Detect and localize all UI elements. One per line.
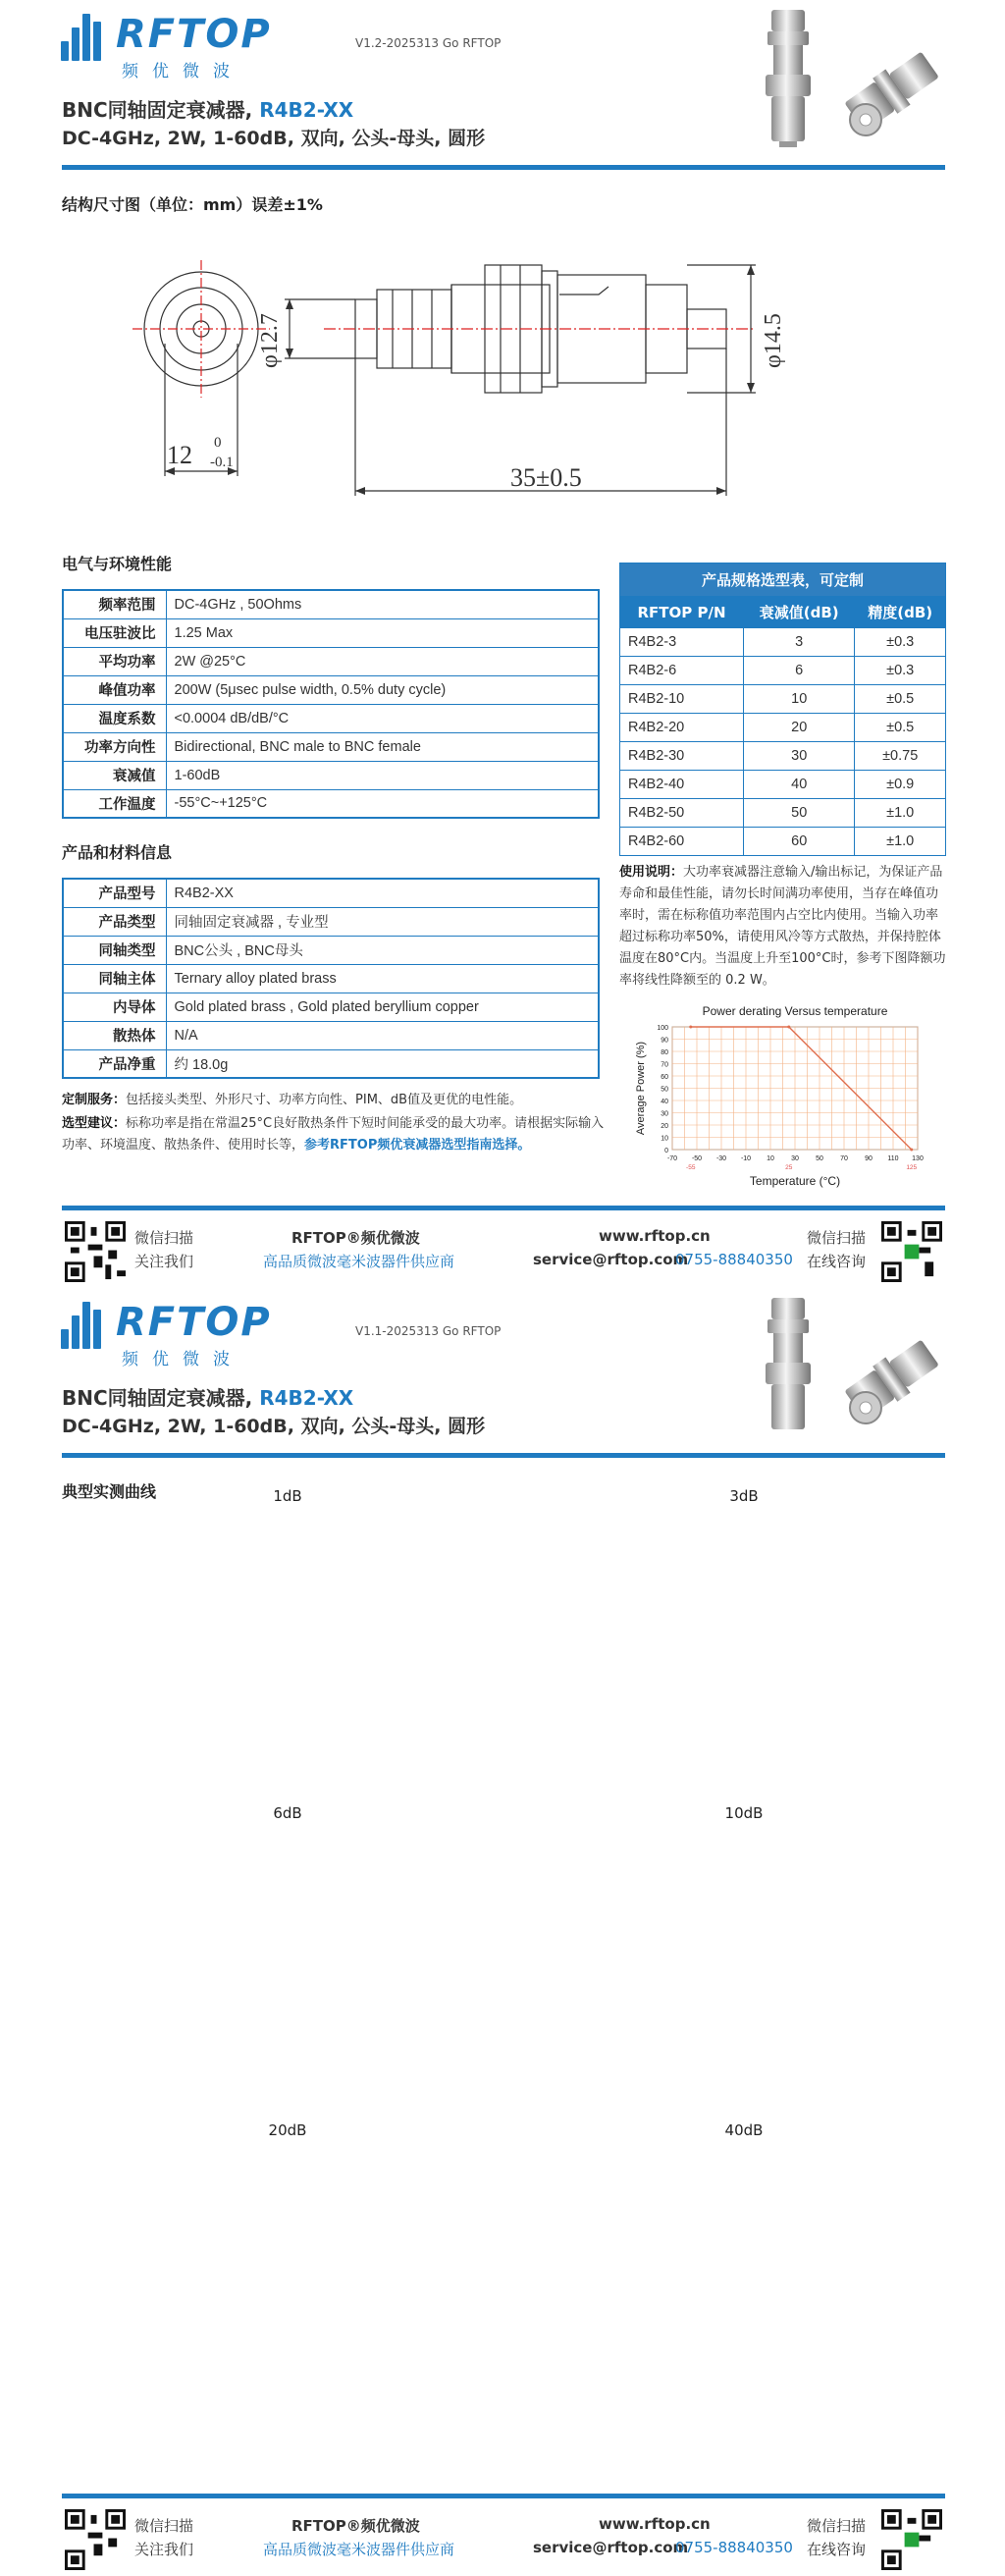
red-tick-label: 125: [906, 1164, 918, 1171]
y-axis-label: Average Power (%): [635, 1041, 647, 1136]
selection-advice-note: 选型建议：标称功率是指在常温25°C良好散热条件下短时间能承受的最大功率。请根据实际输入功率、环境温度、散热条件、使用时长等，参考RFTOP频优衰减器选型指南选择。: [62, 1116, 605, 1153]
y-tick-label: 90: [661, 1037, 668, 1045]
footer-slogan: 高品质微波毫米波器件供应商: [263, 1253, 455, 1270]
spec-value: 约 18.0g: [166, 1049, 599, 1078]
spec-value: 同轴固定衰减器 , 专业型: [166, 907, 599, 936]
part-number-cell: R4B2-30: [620, 742, 744, 771]
spec-row: [63, 761, 599, 789]
spec-key: 平均功率: [63, 647, 166, 675]
email-link[interactable]: service@rftop.com: [533, 2539, 689, 2556]
selection-row: [620, 742, 946, 771]
spec-key: 工作温度: [63, 789, 166, 818]
dim-length: 35±0.5: [510, 463, 582, 492]
y-tick-label: 60: [661, 1074, 668, 1081]
spec-value: 2W @25°C: [166, 647, 599, 675]
product-subtitle: DC-4GHz, 2W, 1-60dB, 双向, 公头-母头, 圆形: [62, 128, 486, 149]
spec-key: 内导体: [63, 993, 166, 1021]
spec-value: <0.0004 dB/dB/°C: [166, 704, 599, 732]
website-link[interactable]: www.rftop.cn: [599, 1227, 711, 1245]
wechat-scan-label-right: 微信扫描: [807, 1229, 867, 1247]
qr-code-icon[interactable]: [881, 2509, 942, 2570]
curves-section-title: 典型实测曲线: [62, 1482, 157, 1501]
accuracy-cell: ±0.3: [855, 628, 946, 657]
website-link[interactable]: www.rftop.cn: [599, 2515, 711, 2533]
accuracy-cell: ±0.5: [855, 685, 946, 714]
spec-key: 温度系数: [63, 704, 166, 732]
wechat-scan-label: 微信扫描: [134, 2517, 194, 2535]
curve-title: 3dB: [729, 1487, 759, 1505]
x-tick-label: -30: [715, 1155, 727, 1162]
spec-row: [63, 647, 599, 675]
spec-value: Bidirectional, BNC male to BNC female: [166, 732, 599, 761]
y-tick-label: 100: [657, 1025, 668, 1032]
accuracy-cell: ±1.0: [855, 799, 946, 828]
x-tick-label: -50: [691, 1155, 703, 1162]
spec-row: [63, 732, 599, 761]
selection-caption: 产品规格选型表，可定制: [620, 564, 946, 597]
brand-name-cn: 频优微波: [122, 62, 243, 81]
spec-row: [63, 675, 599, 704]
spec-row: [63, 879, 599, 907]
x-tick-label: -10: [740, 1155, 752, 1162]
y-tick-label: 0: [664, 1148, 668, 1154]
col-header: 衰减值(dB): [744, 597, 855, 628]
dim-hex: 12: [167, 441, 192, 469]
spec-value: -55°C~+125°C: [166, 789, 599, 818]
footer-brand: RFTOP®频优微波: [291, 1229, 420, 1247]
selection-row: [620, 628, 946, 657]
rftop-logo[interactable]: [61, 1298, 272, 1369]
online-consult-label: 在线咨询: [807, 2541, 867, 2558]
dimension-drawing: [128, 245, 883, 520]
x-tick-label: -70: [666, 1155, 678, 1162]
part-number-cell: R4B2-20: [620, 714, 744, 742]
red-tick-label: 25: [785, 1164, 793, 1171]
spec-key: 电压驻波比: [63, 618, 166, 647]
wechat-scan-label: 微信扫描: [134, 1229, 194, 1247]
footer-brand: RFTOP®频优微波: [291, 2517, 420, 2535]
version-label: V1.2-2025313 Go RFTOP: [355, 36, 502, 50]
footer-slogan: 高品质微波毫米波器件供应商: [263, 2541, 455, 2558]
part-number-cell: R4B2-10: [620, 685, 744, 714]
x-tick-label: 70: [840, 1155, 848, 1162]
x-tick-label: 110: [887, 1155, 899, 1162]
col-header: 精度(dB): [855, 597, 946, 628]
header-divider: [62, 165, 945, 170]
selection-row: [620, 799, 946, 828]
brand-name: RFTOP: [116, 12, 272, 57]
x-tick-label: 90: [865, 1155, 873, 1162]
red-tick-label: -55: [686, 1164, 696, 1171]
data-point: [689, 1026, 692, 1029]
part-number-cell: R4B2-50: [620, 799, 744, 828]
dim-d1: φ12.7: [257, 313, 283, 368]
page-2: [0, 1288, 1005, 2576]
footer: [0, 2494, 1005, 2572]
materials-table: [62, 878, 600, 1079]
part-number-cell: R4B2-3: [620, 628, 744, 657]
col-header: RFTOP P/N: [620, 597, 744, 628]
product-title: BNC同轴固定衰减器, R4B2-XX: [62, 1386, 354, 1410]
accuracy-cell: ±1.0: [855, 828, 946, 856]
y-tick-label: 10: [661, 1135, 668, 1143]
product-title: BNC同轴固定衰减器, R4B2-XX: [62, 98, 354, 122]
spec-key: 同轴主体: [63, 964, 166, 993]
spec-row: [63, 936, 599, 964]
attenuation-cell: 40: [744, 771, 855, 799]
y-tick-label: 70: [661, 1061, 668, 1069]
header: [0, 0, 1005, 172]
selection-row: [620, 714, 946, 742]
curve-title: 6dB: [273, 1804, 302, 1822]
spec-value: 1.25 Max: [166, 618, 599, 647]
spec-value: DC-4GHz , 50Ohms: [166, 590, 599, 618]
y-tick-label: 20: [661, 1123, 668, 1130]
accuracy-cell: ±0.5: [855, 714, 946, 742]
logo-mark-icon: [61, 1298, 116, 1349]
attenuation-cell: 3: [744, 628, 855, 657]
curve-title: 10dB: [724, 1804, 764, 1822]
spec-key: 衰减值: [63, 761, 166, 789]
materials-section-title: 产品和材料信息: [62, 843, 173, 862]
qr-code-icon[interactable]: [65, 2509, 126, 2570]
electrical-table: [62, 589, 600, 819]
selection-row: [620, 685, 946, 714]
data-point: [787, 1026, 790, 1029]
part-number-cell: R4B2-60: [620, 828, 744, 856]
logo-mark-icon: [61, 10, 116, 61]
accuracy-cell: ±0.3: [855, 657, 946, 685]
part-number-cell: R4B2-6: [620, 657, 744, 685]
spec-value: 200W (5μsec pulse width, 0.5% duty cycle): [166, 675, 599, 704]
spec-row: [63, 789, 599, 818]
accuracy-cell: ±0.75: [855, 742, 946, 771]
attenuation-cell: 6: [744, 657, 855, 685]
chart-title: Power derating Versus temperature: [702, 1004, 888, 1018]
spec-value: Gold plated brass , Gold plated beryllium copper: [166, 993, 599, 1021]
product-subtitle: DC-4GHz, 2W, 1-60dB, 双向, 公头-母头, 圆形: [62, 1416, 486, 1437]
qr-code-icon[interactable]: [65, 1221, 126, 1282]
selection-row: [620, 771, 946, 799]
spec-row: [63, 907, 599, 936]
dim-hex-tol-bottom: -0.1: [210, 455, 234, 470]
x-axis-label: Temperature (°C): [749, 1174, 841, 1188]
drawing-section-title: 结构尺寸图（单位：mm）误差±1%: [62, 195, 323, 214]
part-number-cell: R4B2-40: [620, 771, 744, 799]
phone-number[interactable]: 0755-88840350: [675, 1251, 793, 1268]
spec-row: [63, 704, 599, 732]
header-divider: [62, 1453, 945, 1458]
attenuation-cell: 20: [744, 714, 855, 742]
online-consult-label: 在线咨询: [807, 1253, 867, 1270]
y-tick-label: 50: [661, 1086, 668, 1094]
spec-key: 功率方向性: [63, 732, 166, 761]
spec-key: 产品型号: [63, 879, 166, 907]
qr-code-icon[interactable]: [881, 1221, 942, 1282]
dim-hex-tol-top: 0: [214, 435, 222, 451]
y-tick-label: 80: [661, 1049, 668, 1056]
x-tick-label: 130: [912, 1155, 924, 1162]
dim-d2: φ14.5: [761, 313, 786, 368]
spec-value: N/A: [166, 1021, 599, 1049]
derating-chart: [628, 1001, 932, 1190]
attenuation-cell: 10: [744, 685, 855, 714]
spec-row: [63, 1049, 599, 1078]
curve-title: 40dB: [724, 2121, 764, 2139]
curve-title: 1dB: [273, 1487, 302, 1505]
selection-guide-link[interactable]: 参考RFTOP频优衰减器选型指南选择。: [304, 1138, 531, 1153]
usage-notes: 使用说明：大功率衰减器注意输入/输出标记，为保证产品寿命和最佳性能，请勿长时间满功率使用，当存在峰值功率时，需在标称值功率范围内占空比内使用。当输入功率超过标称功率50%，请使用风冷等方式散热，并保持腔体温度在80°C内。当温度上升至100°C时，参考下图降额功率将线性降额至的 0.2 W。: [619, 865, 946, 988]
spec-row: [63, 590, 599, 618]
footer: [0, 1206, 1005, 1284]
wechat-scan-label-right: 微信扫描: [807, 2517, 867, 2535]
electrical-section-title: 电气与环境性能: [62, 555, 173, 573]
spec-value: BNC公头 , BNC母头: [166, 936, 599, 964]
spec-value: R4B2-XX: [166, 879, 599, 907]
version-label: V1.1-2025313 Go RFTOP: [355, 1324, 502, 1338]
spec-value: 1-60dB: [166, 761, 599, 789]
attenuation-cell: 30: [744, 742, 855, 771]
x-tick-label: 50: [816, 1155, 823, 1162]
attenuation-cell: 60: [744, 828, 855, 856]
curve-title: 20dB: [268, 2121, 307, 2139]
spec-row: [63, 993, 599, 1021]
product-photo: [756, 1290, 952, 1439]
spec-row: [63, 618, 599, 647]
attenuation-cell: 50: [744, 799, 855, 828]
phone-number[interactable]: 0755-88840350: [675, 2539, 793, 2556]
spec-key: 峰值功率: [63, 675, 166, 704]
product-photo: [756, 2, 952, 151]
brand-name-cn: 频优微波: [122, 1350, 243, 1369]
data-point: [910, 1149, 913, 1152]
x-tick-label: 10: [767, 1155, 774, 1162]
header: [0, 1288, 1005, 1460]
y-tick-label: 30: [661, 1110, 668, 1118]
selection-row: [620, 657, 946, 685]
spec-key: 同轴类型: [63, 936, 166, 964]
selection-row: [620, 828, 946, 856]
spec-key: 频率范围: [63, 590, 166, 618]
custom-service-note: 定制服务：包括接头类型、外形尺寸、功率方向性、PIM、dB值及更优的电性能。: [62, 1093, 523, 1107]
spec-value: Ternary alloy plated brass: [166, 964, 599, 993]
x-tick-label: 30: [791, 1155, 799, 1162]
spec-key: 散热体: [63, 1021, 166, 1049]
email-link[interactable]: service@rftop.com: [533, 1251, 689, 1268]
spec-row: [63, 1021, 599, 1049]
accuracy-cell: ±0.9: [855, 771, 946, 799]
rftop-logo[interactable]: [61, 10, 272, 81]
spec-key: 产品类型: [63, 907, 166, 936]
follow-us-label: 关注我们: [134, 2541, 194, 2558]
part-number: R4B2-XX: [259, 98, 354, 122]
spec-key: 产品净重: [63, 1049, 166, 1078]
spec-row: [63, 964, 599, 993]
follow-us-label: 关注我们: [134, 1253, 194, 1270]
brand-name: RFTOP: [116, 1300, 272, 1345]
selection-table: [619, 563, 946, 856]
y-tick-label: 40: [661, 1099, 668, 1105]
